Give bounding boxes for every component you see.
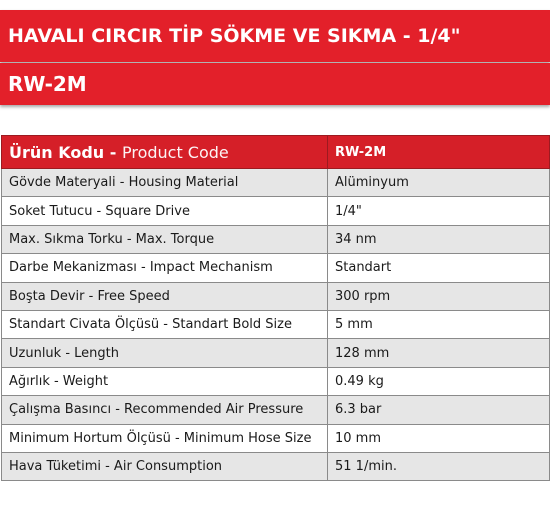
spec-value: 300 rpm — [328, 282, 550, 310]
table-row — [2, 254, 550, 282]
spec-value: 34 nm — [328, 225, 550, 253]
spec-label: Boşta Devir - Free Speed — [2, 282, 328, 310]
spec-label: Çalışma Basıncı - Recommended Air Pressure — [2, 396, 328, 424]
spec-value: 128 mm — [328, 339, 550, 367]
spec-label: Darbe Mekanizması - Impact Mechanism — [2, 254, 328, 282]
spec-value: 6.3 bar — [328, 396, 550, 424]
table-row — [2, 424, 550, 452]
table-row — [2, 197, 550, 225]
spec-value: Standart — [328, 254, 550, 282]
table-row — [2, 310, 550, 338]
spec-label: Standart Civata Ölçüsü - Standart Bold Size — [2, 310, 328, 338]
spec-value: 1/4" — [328, 197, 550, 225]
spec-label: Max. Sıkma Torku - Max. Torque — [2, 225, 328, 253]
spec-label: Soket Tutucu - Square Drive — [2, 197, 328, 225]
spec-value: Alüminyum — [328, 169, 550, 197]
spec-label: Gövde Materyali - Housing Material — [2, 169, 328, 197]
spec-label: Hava Tüketimi - Air Consumption — [2, 452, 328, 480]
spec-header-label-en: Product Code — [121, 142, 229, 162]
table-row — [2, 396, 550, 424]
table-row — [2, 452, 550, 480]
spec-label: Ağırlık - Weight — [2, 367, 328, 395]
spec-value: 10 mm — [328, 424, 550, 452]
table-row — [2, 339, 550, 367]
spec-header-label-tr: Ürün Kodu - — [9, 142, 122, 162]
model-banner — [0, 63, 550, 105]
spec-header-label — [2, 136, 328, 169]
spec-value: 0.49 kg — [328, 367, 550, 395]
spec-value: 5 mm — [328, 310, 550, 338]
spec-label: Uzunluk - Length — [2, 339, 328, 367]
table-row — [2, 225, 550, 253]
spec-header-value: RW-2M — [328, 136, 550, 169]
table-row — [2, 169, 550, 197]
table-row — [2, 367, 550, 395]
model-code: RW-2M — [8, 72, 87, 96]
table-row — [2, 282, 550, 310]
product-title-banner — [0, 10, 550, 62]
spec-table — [1, 135, 550, 481]
spec-table-header-row — [2, 136, 550, 169]
product-title: HAVALI CIRCIR TİP SÖKME VE SIKMA - 1/4" — [8, 25, 461, 47]
spec-value: 51 1/min. — [328, 452, 550, 480]
spec-label: Minimum Hortum Ölçüsü - Minimum Hose Size — [2, 424, 328, 452]
